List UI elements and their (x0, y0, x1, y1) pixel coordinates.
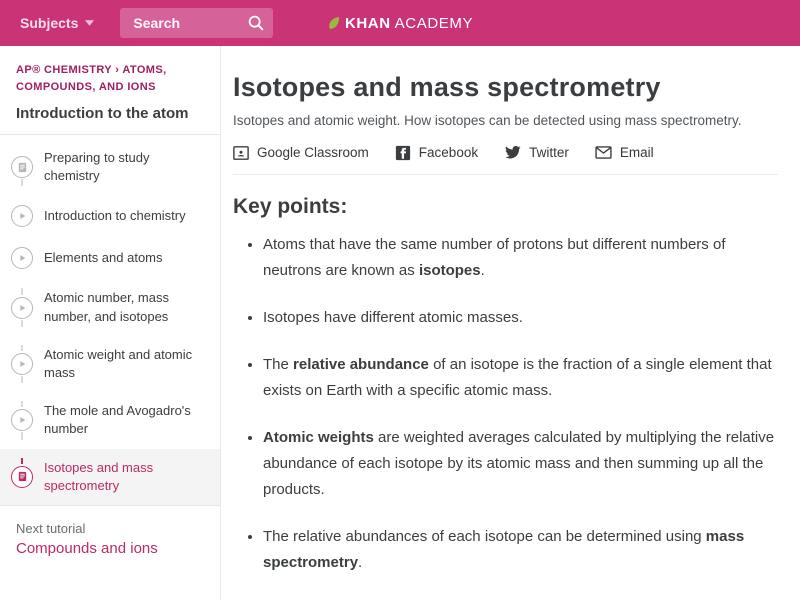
key-points-list (233, 232, 778, 576)
caret-down-icon (85, 20, 94, 26)
share-google-classroom-button[interactable] (233, 145, 369, 161)
breadcrumb-separator: › (111, 64, 123, 76)
logo-text-academy: ACADEMY (394, 14, 474, 32)
key-point (263, 524, 778, 576)
share-twitter-button[interactable] (504, 144, 569, 161)
twitter-icon (504, 144, 521, 161)
logo-text-khan: KHAN (344, 14, 391, 32)
search-input[interactable] (131, 14, 247, 32)
key-point-text: The (263, 356, 294, 373)
key-point (263, 425, 778, 503)
lesson-connector (0, 346, 44, 382)
key-point-text: . (358, 554, 363, 571)
video-icon (11, 297, 33, 319)
sidebar-item-label: Atomic number, mass number, and isotopes (44, 290, 169, 324)
share-label: Google Classroom (257, 145, 369, 160)
email-icon (595, 146, 612, 159)
lesson-connector (0, 205, 44, 227)
sidebar-item[interactable] (0, 195, 220, 237)
video-icon (11, 205, 33, 227)
search-box[interactable] (120, 8, 273, 38)
next-tutorial-link[interactable]: Compounds and ions (16, 539, 158, 557)
tutorial-title: Introduction to the atom (16, 105, 189, 123)
key-point (263, 352, 778, 404)
sidebar (0, 46, 221, 600)
page-subtitle: Isotopes and atomic weight. How isotopes can be detected using mass spectrometry. (233, 113, 742, 128)
key-point-text: Atoms that have the same number of protons but different numbers of neutrons are known as (263, 236, 726, 279)
khan-academy-logo[interactable] (327, 15, 473, 32)
lesson-connector (0, 247, 44, 269)
sidebar-item[interactable] (0, 449, 220, 505)
main-content (221, 46, 800, 576)
article-icon (11, 156, 33, 178)
share-label: Facebook (418, 145, 479, 160)
breadcrumb-link[interactable]: AP® CHEMISTRY (16, 64, 112, 76)
key-point-text: The relative abundances of each isotope can be determined using (263, 528, 706, 545)
share-facebook-button[interactable] (395, 145, 478, 161)
share-bar (233, 144, 778, 175)
video-icon (11, 247, 33, 269)
sidebar-item[interactable] (0, 237, 220, 279)
key-term: isotopes (418, 262, 481, 279)
key-points-heading: Key points: (233, 195, 348, 218)
sidebar-item[interactable] (0, 336, 220, 392)
breadcrumb-link[interactable]: ATOMS, COMPOUNDS, AND IONS (16, 64, 167, 94)
lesson-connector (0, 459, 44, 495)
key-point-text: Isotopes have different atomic masses. (263, 309, 523, 326)
key-term: Atomic weights (263, 429, 374, 446)
next-tutorial-label: Next tutorial (16, 520, 86, 536)
share-label: Twitter (529, 145, 569, 160)
sidebar-header (0, 46, 220, 135)
key-term: mass spectrometry (263, 528, 745, 571)
page-title: Isotopes and mass spectrometry (233, 72, 661, 102)
subjects-label: Subjects (20, 15, 79, 31)
video-icon (11, 409, 33, 431)
top-navbar (0, 0, 800, 46)
sidebar-item-label: The mole and Avogadro's number (44, 403, 191, 437)
lesson-connector (0, 402, 44, 438)
search-icon[interactable] (247, 14, 265, 32)
sidebar-item-label: Preparing to study chemistry (44, 150, 150, 184)
sidebar-item-label: Elements and atoms (44, 250, 163, 266)
key-point (263, 305, 778, 331)
sidebar-item[interactable] (0, 139, 220, 195)
key-point-text: are weighted averages calculated by multiplying the relative abundance of each isotope by its atomic mass and then summing up all the products. (263, 429, 775, 498)
article-icon (11, 466, 33, 488)
key-point-text: of an isotope is the fraction of a single element that exists on Earth with a specific atomic mass. (263, 356, 772, 399)
key-point (263, 232, 778, 284)
leaf-icon (327, 16, 341, 30)
key-point-text: . (480, 262, 485, 279)
lesson-list (0, 135, 220, 505)
key-term: relative abundance (293, 356, 429, 373)
sidebar-item-label: Isotopes and mass spectrometry (44, 459, 154, 493)
share-label: Email (619, 145, 654, 160)
sidebar-item[interactable] (0, 279, 220, 335)
facebook-icon (395, 145, 411, 161)
share-email-button[interactable] (595, 145, 654, 160)
breadcrumb (16, 62, 204, 96)
lesson-connector (0, 289, 44, 325)
google-classroom-icon (233, 145, 249, 161)
video-icon (11, 353, 33, 375)
sidebar-item-label: Introduction to chemistry (44, 208, 186, 224)
next-tutorial-section (0, 505, 220, 572)
subjects-dropdown[interactable] (20, 15, 94, 31)
sidebar-item[interactable] (0, 392, 220, 448)
sidebar-item-label: Atomic weight and atomic mass (44, 346, 193, 381)
lesson-connector (0, 149, 44, 185)
